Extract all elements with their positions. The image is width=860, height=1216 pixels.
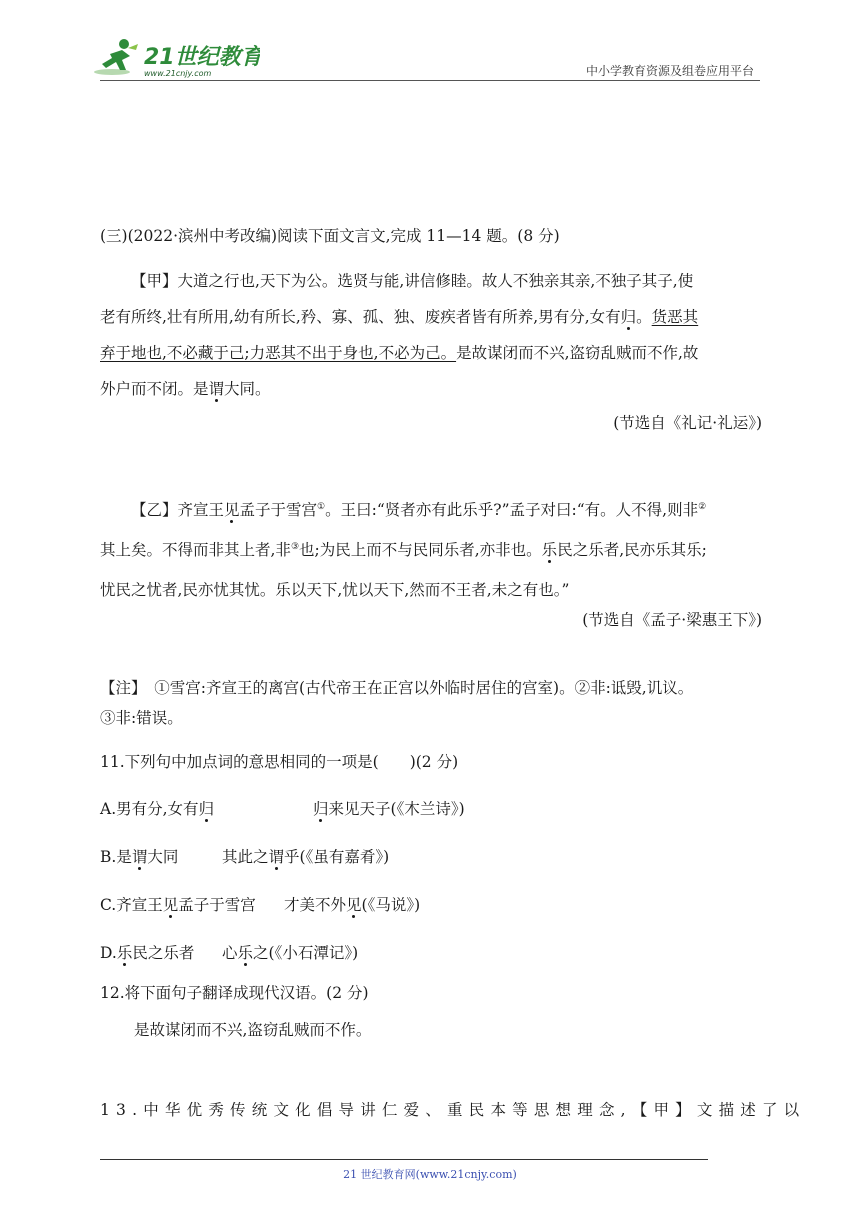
q13-stem: 13.中华优秀传统文化倡导讲仁爱、重民本等思想理念,【甲】文描述了以 xyxy=(100,1101,806,1119)
section-intro: (三)(2022·滨州中考改编)阅读下面文言文,完成 11—14 题。(8 分) xyxy=(100,227,560,245)
passage-yi xyxy=(100,492,762,630)
header-divider xyxy=(100,80,760,81)
footer-text: 21 世纪教育网(www.21cnjy.com) xyxy=(343,1168,517,1181)
q11-option-b-compare: 其此之谓乎(《虽有嘉肴》) xyxy=(222,848,390,866)
runner-logo-icon xyxy=(92,36,260,80)
q11-option-a: A.男有分,女有归 xyxy=(100,800,215,818)
jia-source: (节选自《礼记·礼运》) xyxy=(613,414,762,432)
jia-line-4: 外户而不闭。是谓大同。 xyxy=(100,380,271,398)
q12-stem: 12.将下面句子翻译成现代汉语。(2 分) xyxy=(100,984,369,1002)
yi-line-2: 其上矣。不得而非其上者,非③也;为民上而不与民同乐者,亦非也。乐民之乐者,民亦乐其乐; xyxy=(100,541,707,559)
q11-option-b: B.是谓大同 xyxy=(100,848,179,866)
q11-option-c-compare: 才美不外见(《马说》) xyxy=(284,896,421,914)
note-line-2: ③非:错误。 xyxy=(100,709,183,727)
site-logo xyxy=(92,36,260,80)
q11-option-d: D.乐民之乐者 xyxy=(100,944,195,962)
q11-option-d-compare: 心乐之(《小石潭记》) xyxy=(222,944,359,962)
yi-source: (节选自《孟子·梁惠王下》) xyxy=(582,611,762,629)
yi-line-1: 【乙】齐宣王见孟子于雪宫①。王曰:“贤者亦有此乐乎?”孟子对曰:“有。人不得,则非② xyxy=(131,501,707,519)
q12-sentence: 是故谋闭而不兴,盗窃乱贼而不作。 xyxy=(134,1021,372,1039)
platform-label: 中小学教育资源及组卷应用平台 xyxy=(585,64,754,78)
q11-option-a-compare: 归来见天子(《木兰诗》) xyxy=(313,800,465,818)
footer-divider xyxy=(100,1159,708,1160)
logo-text: 21世纪教育 xyxy=(144,45,260,70)
jia-line-3: 弃于地也,不必藏于己;力恶其不出于身也,不必为己。是故谋闭而不兴,盗窃乱贼而不作,故 xyxy=(100,344,699,362)
yi-line-3: 忧民之忧者,民亦忧其忧。乐以天下,忧以天下,然而不王者,未之有也。” xyxy=(100,581,570,599)
jia-line-1: 【甲】大道之行也,天下为公。选贤与能,讲信修睦。故人不独亲其亲,不独子其子,使 xyxy=(131,272,694,290)
logo-url: www.21cnjy.com xyxy=(144,69,212,78)
jia-line-2: 老有所终,壮有所用,幼有所长,矜、寡、孤、独、废疾者皆有所养,男有分,女有归。货恶其 xyxy=(100,308,699,326)
note-line-1: 【注】 ①雪宫:齐宣王的离宫(古代帝王在正宫以外临时居住的宫室)。②非:诋毁,讥议。 xyxy=(100,679,694,697)
q11-stem: 11.下列句中加点词的意思相同的一项是( )(2 分) xyxy=(100,753,459,771)
passage-jia xyxy=(100,263,762,433)
q11-option-c: C.齐宣王见孟子于雪宫 xyxy=(100,896,256,914)
notes xyxy=(100,673,762,733)
